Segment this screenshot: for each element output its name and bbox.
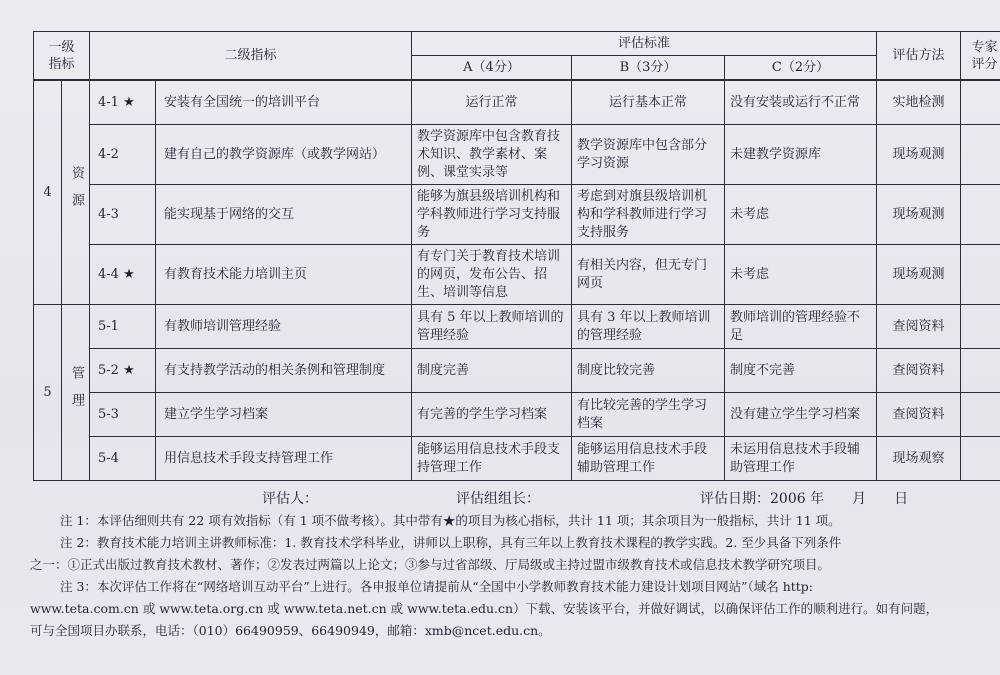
expert-score-cell[interactable]	[961, 81, 1000, 125]
evaluation-method: 查阅资料	[877, 305, 961, 349]
evaluation-method: 实地检测	[877, 81, 961, 125]
indicator-id: 4-1 ★	[90, 81, 156, 125]
indicator-id: 5-1	[90, 305, 156, 349]
evaluation-method: 现场观测	[877, 245, 961, 305]
grade-b-criterion: 能够运用信息技术手段辅助管理工作	[572, 437, 725, 481]
grade-c-criterion: 制度不完善	[725, 349, 877, 393]
grade-c-criterion: 未考虑	[725, 185, 877, 245]
expert-score-cell[interactable]	[961, 393, 1000, 437]
grade-b-criterion: 教学资源库中包含部分学习资源	[572, 125, 725, 185]
header-level2: 二级指标	[90, 32, 412, 80]
grade-a-criterion: 有专门关于教育技术培训的网页，发布公告、招生、培训等信息	[412, 245, 572, 305]
grade-b-criterion: 制度比较完善	[572, 349, 725, 393]
evaluation-table	[33, 31, 1000, 80]
grade-a-criterion: 能够运用信息技术手段支持管理工作	[412, 437, 572, 481]
group-name: 资源	[69, 165, 84, 220]
indicator-name: 安装有全国统一的培训平台	[156, 81, 412, 125]
grade-c-criterion: 没有建立学生学习档案	[725, 393, 877, 437]
table-row	[34, 349, 1000, 393]
indicator-name: 用信息技术手段支持管理工作	[156, 437, 412, 481]
header-grade-c: C（2分）	[725, 56, 877, 80]
grade-b-criterion: 有相关内容，但无专门网页	[572, 245, 725, 305]
indicator-name: 有教师培训管理经验	[156, 305, 412, 349]
grade-a-criterion: 具有 5 年以上教师培训的管理经验	[412, 305, 572, 349]
leader-label: 评估组组长：	[456, 491, 540, 507]
indicator-name: 建立学生学习档案	[156, 393, 412, 437]
grade-b-criterion: 运行基本正常	[572, 81, 725, 125]
grade-a-criterion: 运行正常	[412, 81, 572, 125]
note-3c: 可与全国项目办联系，电话：（010）66490959、66490949，邮箱：xmb@ncet.edu.cn。	[30, 623, 551, 638]
date-label: 评估日期：2006 年 月 日	[700, 491, 909, 507]
table-row	[34, 305, 1000, 349]
grade-a-criterion: 有完善的学生学习档案	[412, 393, 572, 437]
indicator-name: 能实现基于网络的交互	[156, 185, 412, 245]
assessor-label: 评估人：	[262, 491, 318, 507]
note-1: 注 1：本评估细则共有 22 项有效指标（有 1 项不做考核）。其中带有★的项目为核心指标，共计 11 项；其余项目为一般指标，共计 11 项。	[60, 513, 841, 528]
header-expert-score: 专家 评分	[961, 32, 1000, 80]
expert-score-cell[interactable]	[961, 437, 1000, 481]
evaluation-method: 现场观测	[877, 185, 961, 245]
grade-c-criterion: 教师培训的管理经验不足	[725, 305, 877, 349]
expert-score-cell[interactable]	[961, 245, 1000, 305]
note-2b: 之一：①正式出版过教育技术教材、著作；②发表过两篇以上论文；③参与过省部级、厅局级或主持过盟市级教育技术或信息技术教学研究项目。	[30, 557, 831, 572]
header-grade-b: B（3分）	[572, 56, 725, 80]
group-number: 5	[34, 305, 62, 481]
indicator-id: 5-2 ★	[90, 349, 156, 393]
evaluation-method: 现场观察	[877, 437, 961, 481]
evaluation-body	[33, 80, 1000, 481]
header-level1: 一级 指标	[34, 32, 90, 80]
grade-c-criterion: 未考虑	[725, 245, 877, 305]
indicator-name: 有教育技术能力培训主页	[156, 245, 412, 305]
notes-section	[30, 488, 975, 642]
grade-a-criterion: 能够为旗县级培训机构和学科教师进行学习支持服务	[412, 185, 572, 245]
indicator-id: 5-4	[90, 437, 156, 481]
expert-score-cell[interactable]	[961, 185, 1000, 245]
table-row	[34, 81, 1000, 125]
group-name: 管理	[69, 365, 84, 420]
header-criteria: 评估标准	[412, 32, 877, 56]
table-row	[34, 393, 1000, 437]
expert-score-cell[interactable]	[961, 125, 1000, 185]
grade-c-criterion: 没有安装或运行不正常	[725, 81, 877, 125]
indicator-id: 4-2	[90, 125, 156, 185]
table-row	[34, 185, 1000, 245]
evaluation-method: 查阅资料	[877, 349, 961, 393]
evaluation-method: 查阅资料	[877, 393, 961, 437]
indicator-name: 建有自己的教学资源库（或教学网站）	[156, 125, 412, 185]
header-method: 评估方法	[877, 32, 961, 80]
table-row	[34, 125, 1000, 185]
grade-c-criterion: 未建教学资源库	[725, 125, 877, 185]
grade-b-criterion: 具有 3 年以上教师培训的管理经验	[572, 305, 725, 349]
note-2a: 注 2：教育技术能力培训主讲教师标准：1. 教育技术学科毕业，讲师以上职称，具有三年以上教育技术课程的教学实践。2. 至少具备下列条件	[60, 535, 842, 550]
signature-line	[30, 488, 975, 510]
grade-b-criterion: 考虑到对旗县级培训机构和学科教师进行学习支持服务	[572, 185, 725, 245]
header-grade-a: A（4分）	[412, 56, 572, 80]
grade-a-criterion: 教学资源库中包含教育技术知识、教学素材、案例、课堂实录等	[412, 125, 572, 185]
expert-score-cell[interactable]	[961, 349, 1000, 393]
indicator-id: 5-3	[90, 393, 156, 437]
note-3a: 注 3：本次评估工作将在“网络培训互动平台”上进行。各申报单位请提前从“全国中小学教师教育技术能力建设计划项目网站”（域名 http:	[60, 579, 814, 594]
table-row	[34, 245, 1000, 305]
table-row	[34, 437, 1000, 481]
indicator-id: 4-3	[90, 185, 156, 245]
grade-c-criterion: 未运用信息技术手段辅助管理工作	[725, 437, 877, 481]
evaluation-method: 现场观测	[877, 125, 961, 185]
indicator-id: 4-4 ★	[90, 245, 156, 305]
note-3b: www.teta.com.cn 或 www.teta.org.cn 或 www.teta.net.cn 或 www.teta.edu.cn）下载、安装该平台，并做好调试，以确保评估工作的顺利进行。如有问题，	[30, 601, 939, 616]
grade-b-criterion: 有比较完善的学生学习档案	[572, 393, 725, 437]
group-number: 4	[34, 81, 62, 305]
grade-a-criterion: 制度完善	[412, 349, 572, 393]
expert-score-cell[interactable]	[961, 305, 1000, 349]
indicator-name: 有支持教学活动的相关条例和管理制度	[156, 349, 412, 393]
